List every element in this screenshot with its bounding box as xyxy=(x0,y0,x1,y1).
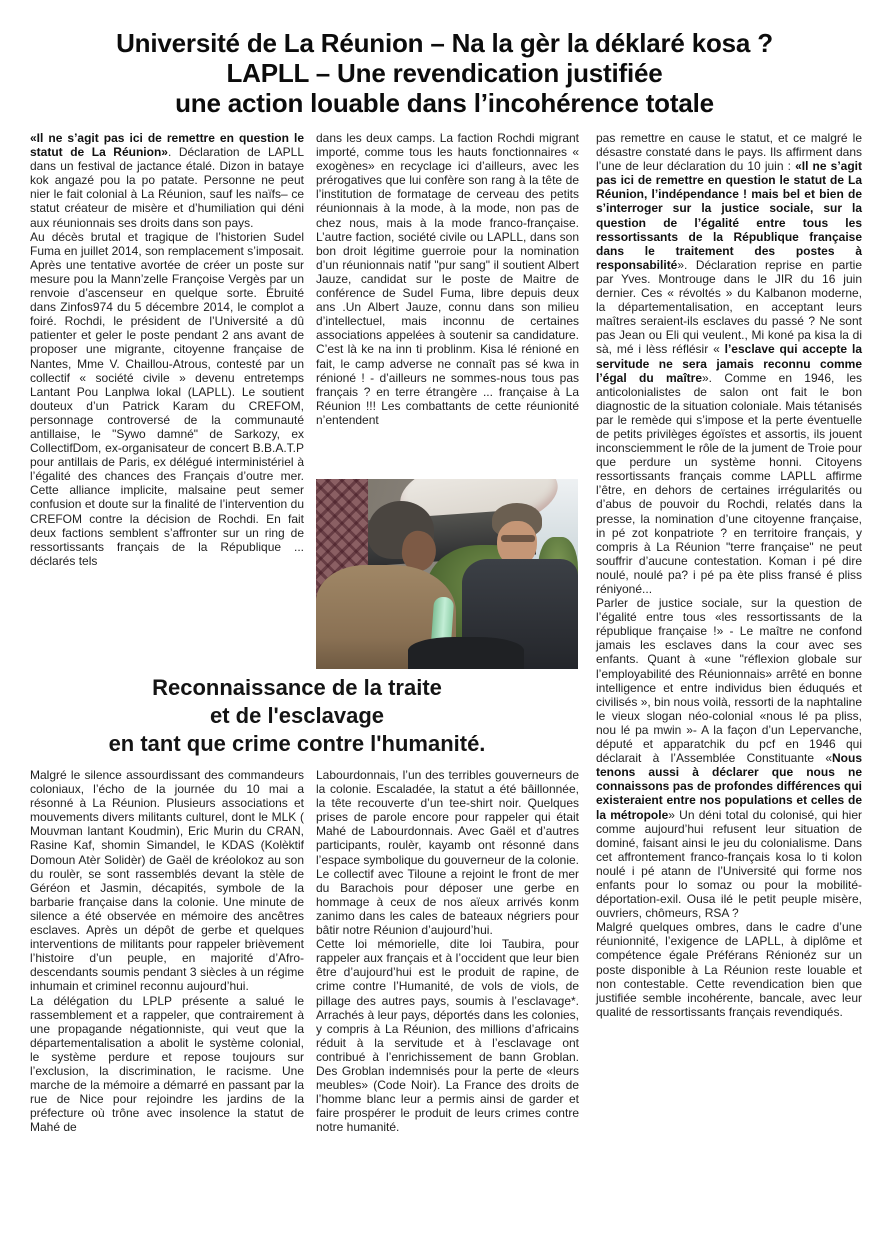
text-segment: ». Déclaration reprise en partie par Yves. Montrouge dans le JIR du 16 juin dernier. Ces « révoltés » du Kalbanon moderne, la départementalisation, en acceptant leurs maîtres seraient-ils esclaves du passé ? Ne sont pas Jean ou Eli qui veulent., Mi koné pa kisa la di sà, mé i lèss réflésir « xyxy=(596,257,862,357)
column-1-top xyxy=(30,131,304,568)
paragraph xyxy=(30,768,304,994)
column-2-bottom xyxy=(316,768,579,1134)
headline-line-1: Université de La Réunion – Na la gèr la déklaré kosa ? xyxy=(116,28,773,58)
paragraph xyxy=(316,768,579,937)
headline-line-3: une action louable dans l’incohérence totale xyxy=(175,88,714,118)
column-3 xyxy=(596,131,862,1019)
text-segment: La délégation du LPLP présente a salué le rassemblement et a rappeler, que contrairement à une propagande négationniste, qui veut que la départementalisation a abolit le système colonial, le système perdure et repose toujours sur l’exclusion, la discrimination, le racisme. Une marche de la mémoire a démarré en passant par la rue de Nice pour rejoindre les jardins de la préfecture où trône avec insolence la statut de Mahé de xyxy=(30,993,304,1135)
bold-text-segment: l’esclave qui accepte la servitude ne sera jamais reconnu comme l’égal du maître xyxy=(596,342,862,385)
headline-line-2: LAPLL – Une revendication justifiée xyxy=(226,58,663,88)
text-segment: pas remettre en cause le statut, et ce malgré le désastre constaté dans le pays. Ils affirment dans l’une de leur déclaration du 10 juin : xyxy=(596,131,862,174)
paragraph xyxy=(596,920,862,1019)
text-segment: Cette loi mémorielle, dite loi Taubira, pour rappeler aux français et à l’occident que leur bien être d’aujourd’hui est le produit de rapine, de crime contre l’Humanité, de vols de viols, de pillage des autres pays, soumis à l’esclavage*. Arrachés à leur pays, déportés dans les colonies, y compris à La Réunion, des millions d’africains réduit à la servitude et à l’esclavage ont contribué à l’enrichissement de bann Groblan. Des Groblan indemnisés pour la perte de «leurs meubles» (Code Noir). La France des droits de l’homme blanc leur a permis ainsi de garder et faire prospérer le produit de leurs crimes contre notre humanité. xyxy=(316,937,579,1135)
bold-text-segment: «Il ne s’agit pas ici de remettre en question le statut de La Réunion, l’indépendance ! mais bel et bien de s’interroger sur la justice sociale, sur la question de l’égalité entre tous les ressortissants de la République française dans le traitement des postes à responsabilité xyxy=(596,159,863,272)
paragraph xyxy=(316,131,579,427)
text-segment: Labourdonnais, l’un des terribles gouverneurs de la colonie. Escaladée, la statut a été bâillonnée, la tête recouverte d’un tee-shirt noir. Quelques prises de parole encore pour rappeler qui était Mahé de Labourdonnais. Avec Gaël et d’autres participants, roulèr, kayamb ont résonné dans l’espace symbolique du gouverneur de la colonie. Le collectif avec Tiloune a rejoint le front de mer du Barachois pour déposer une gerbe en hommage à ceux de nos aïeux arrivés konm zanimo dans les cales de bateaux négriers pour bâtir notre Réunion d’aujourd’hui. xyxy=(316,768,579,938)
paragraph xyxy=(316,937,579,1134)
text-segment: Parler de justice sociale, sur la question de l’égalité entre tous «les ressortissants de la république française !» - Le maître ne confond jamais les esclaves dans la cour avec ses enfants. Quant à «une "réflexion globale sur l’employabilité des Réunionnais» arrêté en bonne intelligence et entre individus bien éduqués et civilisés », bin nous voilà, ressorti de la naphtaline le vieux slogan néo-colonial «nous lé pa pliss, nou lé pa mwin »- A la façon d’un Lepervanche, député et apparatchik du pcf en 1946 qui déclarait à l’Assemblée Constituante « xyxy=(596,596,862,766)
section-headline-line-3: en tant que crime contre l'humanité. xyxy=(108,731,486,756)
section-headline-line-2: et de l'esclavage xyxy=(209,703,384,728)
paragraph xyxy=(30,131,304,230)
text-segment: Au décès brutal et tragique de l’historien Sudel Fuma en juillet 2014, son remplacement s’imposait. Après une tentative avortée de créer un poste sur mesure pou la Mann’zelle Françoise Vergès par un renvoie d’ascenseur en quelque sorte. Ébruité dans Zinfos974 du 5 décembre 2014, le complot a foiré. Rochdi, le président de l’Université a dû patienter et geler le poste pendant 2 ans avant de proposer une migrante, citoyenne française de Nantes, Mme V. Chaillou-Atrous, contesté par un collectif « société civile » devenu entretemps Lantant Pou Lanplwa lokal (LAPLL). Le soutient douteux d’un Patrick Karam du CREFOM, personnage controversé de la communauté antillaise, le "Sywo damné" de Sarkozy, ex CollectifDom, ex-organisateur de concert B.B.A.T.P pour antillais de Paris, ex délégué interministériel à l’égalité des chances des Français d’outre mer. Cette alliance implicite, malsaine peut semer confusion et doute sur la finalité de l’intervention du CREFOM contre la décision de Rochdi. En fait deux factions semblent s’affronter sur un ring de ressortissants français de la République ... déclarés tels xyxy=(30,229,304,568)
text-segment: Malgré le silence assourdissant des commandeurs coloniaux, l’écho de la journée du 10 mai a résonné à La Réunion. Plusieurs associations et mouvements divers militants culturel, dont le MLK ( Mouvman lantant Koudmin), Eric Murin du CRAN, Rasine Kaf, shomin Simandel, le KDAS (Kolèktif Domoun Atèr Solidèr) de Gaël de kréolokoz au son du roulèr, se sont rassemblés devant la stèle de Géréon et Jasmin, décapités, symbole de la barbarie française dans la colonie. Une minute de silence a été observée en mémoire des ancêtres esclaves. Après un dépôt de gerbe et quelques interventions de militants pour rappeler brièvement l’histoire d’un peuple, en majorité d’Afro-descendants soumis pendant 3 siècles à un régime inhumain et criminel reconnu aujourd’hui. xyxy=(30,768,304,994)
text-segment: . Déclaration de LAPLL dans un festival de jactance étalé. Dizon in bataye kok angazé pou la po patate. Personne ne peut nier le fait colonial à La Réunion, sauf les naïfs– ce statut créateur de misère et d’humiliation qui déni aux réunionnais ses droits dans son pays. xyxy=(30,145,304,230)
paragraph xyxy=(30,994,304,1135)
photo-man-right-glasses xyxy=(501,535,535,542)
text-segment: dans les deux camps. La faction Rochdi migrant importé, comme tous les hauts fonctionnaires « exogènes» en recyclage ici d’ailleurs, avec les prérogatives que lui confère son rang à la tête de l’institution de formatage de cerveau des petits réunionnais à la mode, à la mode, non pas de chez nous, mais à la mode franco-française. L’autre faction, société civile ou LAPLL, dans son bon droit légitime guerroie pour la nomination d’un réunionnais natif "pur sang" il soutient Albert Jauze, candidat sur le poste de Maitre de conférence de Sudel Fuma, libre depuis deux ans .Un Albert Jauze, connu dans son milieu d’intellectuel, mais inconnu de certaines associations appelées à soutenir sa candidature. C’est là ke na inn ti problinm. Kisa lé rénioné en fait, le camp adverse ne connaît pas sé kwa in rénioné ! - d’ailleurs ne sommes-nous tous pas français ? en terre étrangère ... française à La Réunion !!! Les combattants de cette réunionité n’entendent xyxy=(316,131,579,427)
article-photo xyxy=(316,479,578,669)
main-headline xyxy=(0,28,889,118)
bold-text-segment: Nous tenons aussi à déclarer que nous ne connaissons pas de profondes différences qui existeraient entre nos populations et celles de la métropole xyxy=(596,751,862,822)
text-segment: Malgré quelques ombres, dans le cadre d’une réunionnité, l’exigence de LAPLL, à diplôme et compétence égale Préférans Rénionéz sur un poste disponible à La Réunion reste louable et non contestable. Cette revendication bien que justifiée semble incohérente, bancale, avec leur qualité de ressortissants français revendiqués. xyxy=(596,920,862,1019)
paragraph xyxy=(30,230,304,568)
photo-foreground-dark xyxy=(408,637,524,669)
section-headline xyxy=(22,674,572,758)
section-headline-line-1: Reconnaissance de la traite xyxy=(152,675,442,700)
paragraph xyxy=(596,596,862,920)
text-segment: ». Comme en 1946, les anticolonialistes de salon ont fait le bon diagnostic de la situation coloniale. Mais tétanisés par le remède qui s’impose et la perte éventuelle de petits privilèges égoïstes et assortis, ils jouent inconsciemment le rôle de la jument de Troie pour que perdure un système honni. Citoyens ressortissants français comme LAPLL affirme l’être, en dehors de certaines irrégularités ou d’abus de pouvoir du Rochdi, relatés dans la presse, la nomination d’une citoyenne française, in pé zot konpatriote ? en territoire français, y compris à La Réunion "terre française" ne peut souffrir d’aucune contestation. Koman i pé dire noulé, noulé pa? i pé pa ète pliss fransé é pliss réniyoné... xyxy=(596,370,862,596)
text-segment: » Un déni total du colonisé, qui hier comme aujourd’hui refusent leur situation de dominé, faisant ainsi le jeu du colonialisme. Dans cet affrontement franco-français kosa lo ti kolon noulé i pé atann de l’Université qui forme nos enfants pour lo somaz ou pour la mobilité-déportation-exil. Ousa ilé le petit peuple misère, ouvriers, chômeurs, RSA ? xyxy=(596,807,862,921)
bold-text-segment: «Il ne s’agit pas ici de remettre en question le statut de La Réunion» xyxy=(30,131,304,160)
column-2-top xyxy=(316,131,579,427)
column-1-bottom xyxy=(30,768,304,1134)
paragraph xyxy=(596,131,862,596)
